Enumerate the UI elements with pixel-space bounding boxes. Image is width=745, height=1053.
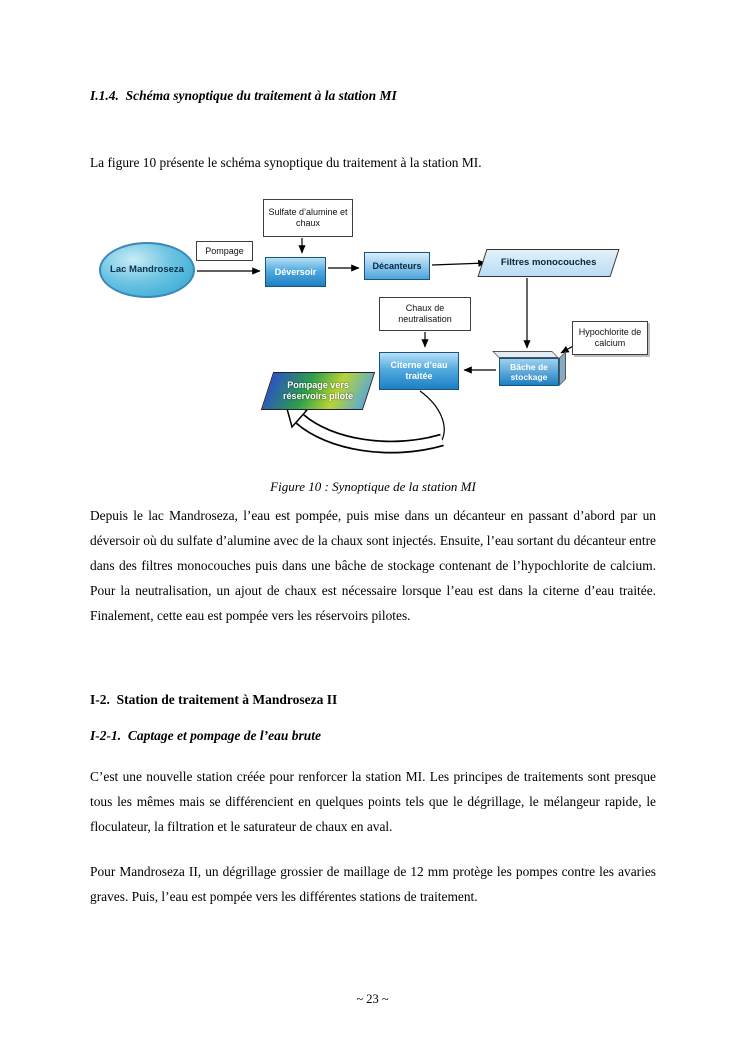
arrow-citerne-to-pompage-vers — [286, 405, 442, 447]
node-chaux-neutralisation: Chaux de neutralisation — [379, 297, 471, 331]
bache-top-face — [492, 351, 559, 358]
page-content — [90, 88, 656, 909]
node-decanteurs: Décanteurs — [364, 252, 430, 280]
node-filtres-label: Filtres monocouches — [500, 257, 597, 269]
intro-paragraph: La figure 10 présente le schéma synoptique du traitement à la station MI. — [90, 155, 482, 170]
section-heading-1: I.1.4. Schéma synoptique du traitement à la station MI — [90, 88, 397, 103]
node-hypochlorite-calcium: Hypochlorite de calcium — [572, 321, 648, 355]
arrow-decanteurs-to-filtres — [432, 263, 486, 265]
node-citerne-eau-traitee: Citerne d’eau traitée — [379, 352, 459, 390]
node-lac-mandroseza: Lac Mandroseza — [99, 242, 195, 298]
body-paragraph-3: Pour Mandroseza II, un dégrillage grossier de maillage de 12 mm protège les pompes contre les avaries graves. Puis, l’eau est pompée vers les différentes stations de traitement. — [90, 864, 656, 904]
bache-front-face: Bâche de stockage — [499, 358, 559, 386]
body-paragraph-1: Depuis le lac Mandroseza, l’eau est pompée, puis mise dans un décanteur en passant d’abord par un déversoir où du sulfate d’alumine avec de la chaux sont injectés. Ensuite, l’eau sortant du décanteur entre dans des filtres monocouches puis dans une bâche de stockage contenant de l’hypochlorite de calcium. Pour la neutralisation, un ajout de chaux est nécessaire lorsque l’eau est dans la citerne d’eau traitée. Finalement, cette eau est pompée vers les réservoirs pilotes. — [90, 508, 656, 623]
node-pompage-label: Pompage — [196, 241, 253, 261]
subsection-heading: I-2-1. Captage et pompage de l’eau brute — [90, 728, 321, 743]
bache-side-face — [559, 351, 566, 386]
node-bache-stockage — [499, 351, 566, 386]
node-sulfate-alumine: Sulfate d’alumine et chaux — [263, 199, 353, 237]
figure-diagram — [90, 193, 670, 461]
node-filtres-monocouches — [477, 249, 619, 277]
curve-citerne-feed — [420, 391, 444, 440]
body-paragraph-2: C’est une nouvelle station créée pour renforcer la station MI. Les principes de traitements sont presque tous les mêmes mais se différencient en quelques points tels que le dégrillage, le mélangeur rapide, le floculateur, la filtration et le saturateur de chaux en aval. — [90, 769, 656, 834]
section-heading-2: I-2. Station de traitement à Mandroseza II — [90, 692, 338, 707]
page-number: ~ 23 ~ — [356, 992, 389, 1006]
figure-caption: Figure 10 : Synoptique de la station MI — [270, 479, 476, 494]
node-pompage-reservoirs-label: Pompage vers réservoirs pilote — [282, 380, 354, 401]
node-deversoir: Déversoir — [265, 257, 326, 287]
node-pompage-reservoirs — [261, 372, 375, 410]
